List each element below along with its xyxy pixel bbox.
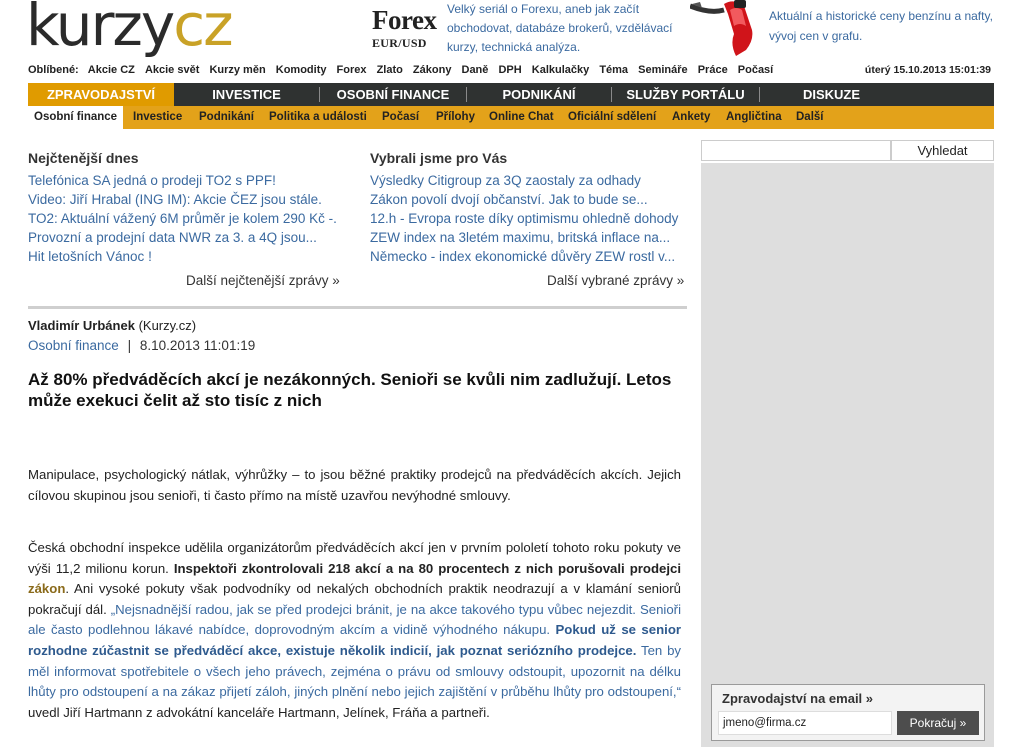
favorites-bar — [28, 64, 998, 80]
nav-tab-podnikani[interactable]: PODNIKÁNÍ — [502, 87, 576, 102]
nav-tab-investice[interactable]: INVESTICE — [212, 87, 281, 102]
favorite-link[interactable]: Kurzy měn — [209, 64, 266, 76]
logo-accent-text: cz — [173, 0, 232, 59]
article-category-link[interactable]: Osobní finance — [28, 338, 119, 353]
quote-highlight: Pokud už se senior rozhodne zúčastnit se předváděcí akce, existuje několik indicií, jak poznat seriózního prodejce. — [28, 622, 682, 658]
sub-navigation — [28, 106, 994, 129]
site-logo[interactable] — [26, 0, 232, 59]
forex-banner[interactable] — [372, 4, 436, 56]
subnav-item-dalsi[interactable]: Další — [796, 111, 824, 123]
newsletter-email-input[interactable]: jmeno@firma.cz — [718, 711, 892, 735]
article-author — [28, 318, 196, 333]
law-link[interactable]: zákon — [28, 581, 66, 597]
nav-tab-zpravodajstvi[interactable]: ZPRAVODAJSTVÍ — [28, 83, 174, 106]
most-read-link[interactable]: Telefónica SA jedná o prodeji TO2 s PPF! — [28, 173, 276, 188]
sidebar-panel — [701, 163, 994, 747]
article-paragraph — [28, 538, 681, 723]
forex-promo-link[interactable]: Velký seriál o Forexu, aneb jak začít obchodovat, databáze brokerů, vzdělávací kurzy, technická analýza. — [447, 2, 673, 54]
favorite-link[interactable]: DPH — [498, 64, 522, 76]
picked-link[interactable]: Německo - index ekonomické důvěry ZEW rostl v... — [370, 249, 676, 264]
subnav-item-ankety[interactable]: Ankety — [672, 111, 711, 123]
paragraph-text: uvedl Jiří Hartmann z advokátní kanceláře Hartmann, Jelínek, Fráňa a partneři. — [28, 704, 490, 720]
subnav-item-anglictina[interactable]: Angličtina — [726, 111, 782, 123]
most-read-link[interactable]: Video: Jiří Hrabal (ING IM): Akcie ČEZ jsou stále. — [28, 192, 322, 207]
picked-link[interactable]: ZEW index na 3letém maximu, britská inflace na... — [370, 230, 671, 245]
favorite-link[interactable]: Forex — [336, 64, 367, 76]
author-name[interactable]: Vladimír Urbánek — [28, 318, 135, 333]
subnav-item-oficialni-sdeleni[interactable]: Oficiální sdělení — [568, 111, 657, 123]
forex-pair: EUR/USD — [372, 36, 427, 50]
forex-title: Forex — [372, 5, 437, 35]
fuel-prices-link[interactable]: Aktuální a historické ceny benzínu a nafty, vývoj cen v grafu. — [769, 9, 993, 43]
nav-tab-sluzby-portalu[interactable]: SLUŽBY PORTÁLU — [626, 87, 745, 102]
favorite-link[interactable]: Komodity — [275, 64, 327, 76]
newsletter-title[interactable]: Zpravodajství na email » — [722, 691, 874, 706]
favorite-link[interactable]: Semináře — [638, 64, 688, 76]
favorite-link[interactable]: Kalkulačky — [531, 64, 590, 76]
favorites-label: Oblíbené: — [28, 64, 79, 76]
site-header — [0, 0, 1023, 62]
favorite-link[interactable]: Akcie CZ — [87, 64, 135, 76]
subnav-item-online-chat[interactable]: Online Chat — [489, 111, 554, 123]
most-read-link[interactable]: Provozní a prodejní data NWR za 3. a 4Q jsou... — [28, 230, 317, 245]
most-read-heading: Nejčtenější dnes — [28, 150, 139, 166]
quote-text: Ten by měl informovat spotřebitele o všech jeho právech, zejména o právu od smlouvy odstoupit, upozornit na délku lhůty pro odstoupení a na zákaz přijetí záloh, jiných plnění nebo jejich zajištění v průběhu lhůty pro odstoupení,“ — [28, 642, 681, 700]
picked-heading: Vybrali jsme pro Vás — [370, 150, 508, 166]
favorite-link[interactable]: Téma — [599, 64, 629, 76]
article-paragraph: Manipulace, psychologický nátlak, výhrůžky – to jsou běžné praktiky prodejců na předváděcích akcích. Jejich cílovou skupinou jsou senioři, ti často přímo na místě uzavřou nevýhodné smlouvy. — [28, 467, 681, 503]
meta-separator: | — [127, 338, 132, 353]
newsletter-submit-button[interactable]: Pokračuj » — [897, 711, 979, 735]
paragraph-highlight: Inspektoři zkontrolovali 218 akcí a na 80 procentech z nich porušovali prodejci — [173, 560, 682, 576]
article-datetime: 8.10.2013 11:01:19 — [139, 338, 256, 353]
main-navigation — [28, 83, 994, 106]
favorite-link[interactable]: Počasí — [737, 64, 774, 76]
subnav-item-investice[interactable]: Investice — [133, 111, 183, 123]
favorite-link[interactable]: Zlato — [376, 64, 403, 76]
article-meta — [28, 338, 255, 353]
most-read-link[interactable]: TO2: Aktuální vážený 6M průměr je kolem 290 Kč -. — [28, 211, 337, 226]
favorite-link[interactable]: Daně — [461, 64, 489, 76]
subnav-item-pocasi[interactable]: Počasí — [382, 111, 420, 123]
paragraph-text: . Ani vysoké pokuty však podvodníky od nekalých obchodních praktik neodrazují a v klamání seniorů pokračují dál. — [28, 581, 681, 617]
subnav-item-osobni-finance[interactable]: Osobní finance — [28, 106, 123, 129]
more-most-read-link[interactable]: Další nejčtenější zprávy » — [186, 273, 340, 288]
section-divider — [28, 306, 687, 309]
quote-text: „Nejsnadnější radou, jak se před prodejci bránit, je na akce takového typu vůbec nejezdit. Senioři ale často podlehnou lákavé nabídce, doprovodným akcím a vidině výhodného nákupu. — [28, 601, 681, 638]
most-read-link[interactable]: Hit letošních Vánoc ! — [28, 249, 152, 264]
newsletter-box — [711, 684, 985, 741]
subnav-item-podnikani[interactable]: Podnikání — [199, 111, 254, 123]
subnav-item-prilohy[interactable]: Přílohy — [436, 111, 475, 123]
search-input[interactable] — [701, 140, 891, 161]
search-button[interactable]: Vyhledat — [891, 140, 994, 161]
article-headline: Až 80% předváděcích akcí je nezákonných. Senioři se kvůli nim zadlužují. Letos může exekuci čelit až sto tisíc z nich — [28, 370, 672, 410]
current-date: úterý 15.10.2013 15:01:39 — [864, 64, 991, 76]
subnav-item-politika[interactable]: Politika a události — [269, 111, 367, 123]
nav-tab-osobni-finance[interactable]: OSOBNÍ FINANCE — [336, 87, 450, 102]
favorite-link[interactable]: Práce — [697, 64, 728, 76]
picked-link[interactable]: 12.h - Evropa roste díky optimismu ohledně dohody — [370, 211, 679, 226]
logo-main-text: kurzy — [26, 0, 174, 59]
favorite-link[interactable]: Akcie svět — [144, 64, 200, 76]
favorite-link[interactable]: Zákony — [412, 64, 452, 76]
fuel-pump-icon[interactable] — [690, 0, 760, 58]
picked-list — [370, 171, 678, 266]
nav-tab-diskuze[interactable]: DISKUZE — [802, 87, 861, 102]
more-picked-link[interactable]: Další vybrané zprávy » — [547, 273, 685, 288]
paragraph-text: Česká obchodní inspekce udělila organizátorům předváděcích akcí jen v prvním pololetí tohoto roku pokuty ve výši 11,2 milionu korun. — [28, 540, 681, 576]
picked-link[interactable]: Zákon povolí dvojí občanství. Jak to bude se... — [370, 192, 648, 207]
author-source: (Kurzy.cz) — [138, 318, 197, 333]
most-read-list — [28, 171, 337, 266]
picked-link[interactable]: Výsledky Citigroup za 3Q zaostaly za odhady — [370, 173, 641, 188]
